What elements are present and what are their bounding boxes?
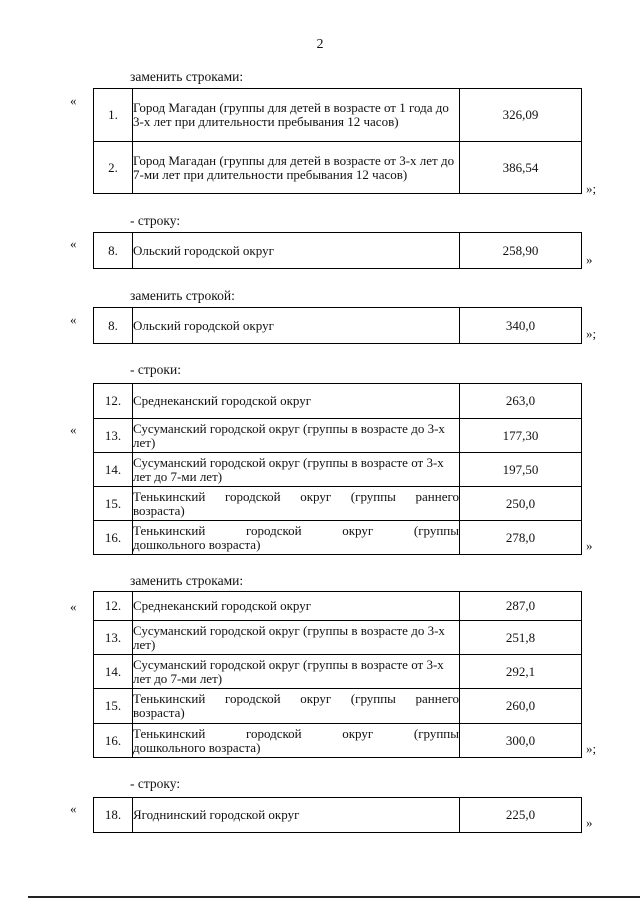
open-quote: «	[70, 236, 77, 251]
row-name: Город Магадан (группы для детей в возрасте от 1 года до 3-х лет при длительности пребывания 12 часов)	[133, 89, 460, 142]
row-name: Город Магадан (группы для детей в возрасте от 3-х лет до 7-ми лет при длительности пребывания 12 часов)	[133, 142, 460, 194]
table-row	[94, 798, 582, 833]
table-row	[94, 308, 582, 344]
table-row	[94, 233, 582, 269]
row-value: 197,50	[460, 453, 582, 487]
table-row	[94, 89, 582, 142]
open-quote: «	[70, 599, 77, 614]
row-name-line1: Тенькинский городской округ (группы раннего	[133, 691, 459, 706]
row-name: Сусуманский городской округ (группы в возрасте от 3-х лет до 7-ми лет)	[133, 453, 460, 487]
row-number: 15.	[94, 689, 133, 724]
row-name	[133, 487, 460, 521]
row-number: 8.	[94, 308, 133, 344]
table-row	[94, 453, 582, 487]
table-row	[94, 592, 582, 621]
open-quote: «	[70, 801, 77, 816]
row-value: 386,54	[460, 142, 582, 194]
row-number: 2.	[94, 142, 133, 194]
page-number: 2	[316, 37, 324, 52]
row-number: 14.	[94, 655, 133, 689]
table-row	[94, 724, 582, 758]
row-number: 16.	[94, 521, 133, 555]
row-value: 340,0	[460, 308, 582, 344]
row-name-line1: Тенькинский городской округ (группы	[133, 522, 459, 538]
row-number: 16.	[94, 724, 133, 758]
close-quote: »	[586, 538, 593, 553]
row-value: 326,09	[460, 89, 582, 142]
row-value: 177,30	[460, 419, 582, 453]
row-name	[133, 521, 460, 555]
row-name: Сусуманский городской округ (группы в возрасте до 3-х лет)	[133, 419, 460, 453]
block-heading: заменить строками:	[130, 573, 244, 588]
row-value: 260,0	[460, 689, 582, 724]
close-quote: »;	[586, 326, 597, 341]
row-value: 251,8	[460, 621, 582, 655]
block-heading: - строку:	[130, 213, 181, 228]
row-number: 13.	[94, 419, 133, 453]
table-row	[94, 689, 582, 724]
block-heading: заменить строкой:	[130, 288, 235, 303]
open-quote: «	[70, 422, 77, 437]
amendment-table	[93, 307, 582, 344]
table-row	[94, 655, 582, 689]
row-name: Ягоднинский городской округ	[133, 798, 460, 833]
open-quote: «	[70, 312, 77, 327]
row-value: 278,0	[460, 521, 582, 555]
close-quote: »;	[586, 741, 597, 756]
close-quote: »	[586, 815, 593, 830]
row-number: 13.	[94, 621, 133, 655]
amendment-table	[93, 88, 582, 194]
row-name: Среднеканский городской округ	[133, 592, 460, 621]
row-value: 292,1	[460, 655, 582, 689]
block-heading: - строки:	[130, 362, 181, 377]
row-name: Ольский городской округ	[133, 233, 460, 269]
row-value: 250,0	[460, 487, 582, 521]
row-number: 12.	[94, 384, 133, 419]
row-name: Сусуманский городской округ (группы в возрасте от 3-х лет до 7-ми лет)	[133, 655, 460, 689]
row-value: 300,0	[460, 724, 582, 758]
row-name-line2: возраста)	[133, 705, 185, 720]
row-name: Среднеканский городской округ	[133, 384, 460, 419]
row-name	[133, 724, 460, 758]
row-name-line2: дошкольного возраста)	[133, 739, 261, 755]
close-quote: »;	[586, 181, 597, 196]
row-name	[133, 689, 460, 724]
block-heading: - строку:	[130, 776, 181, 791]
table-row	[94, 384, 582, 419]
row-value: 287,0	[460, 592, 582, 621]
bottom-rule	[28, 896, 640, 898]
row-name-line1: Тенькинский городской округ (группы	[133, 725, 459, 741]
open-quote: «	[70, 93, 77, 108]
row-number: 15.	[94, 487, 133, 521]
row-name-line1: Тенькинский городской округ (группы раннего	[133, 488, 459, 504]
row-name-line2: возраста)	[133, 502, 185, 518]
table-row	[94, 419, 582, 453]
table-row	[94, 142, 582, 194]
row-name-line2: дошкольного возраста)	[133, 536, 261, 552]
amendment-table	[93, 383, 582, 555]
table-row	[94, 487, 582, 521]
row-name: Ольский городской округ	[133, 308, 460, 344]
row-number: 1.	[94, 89, 133, 142]
table-row	[94, 521, 582, 555]
row-name: Сусуманский городской округ (группы в возрасте до 3-х лет)	[133, 621, 460, 655]
row-number: 12.	[94, 592, 133, 621]
row-value: 263,0	[460, 384, 582, 419]
close-quote: »	[586, 252, 593, 267]
amendment-table	[93, 232, 582, 269]
amendment-table	[93, 591, 582, 758]
table-row	[94, 621, 582, 655]
row-number: 8.	[94, 233, 133, 269]
row-value: 258,90	[460, 233, 582, 269]
row-number: 18.	[94, 798, 133, 833]
row-value: 225,0	[460, 798, 582, 833]
block-heading: заменить строками:	[130, 69, 244, 84]
row-number: 14.	[94, 453, 133, 487]
amendment-table	[93, 797, 582, 833]
